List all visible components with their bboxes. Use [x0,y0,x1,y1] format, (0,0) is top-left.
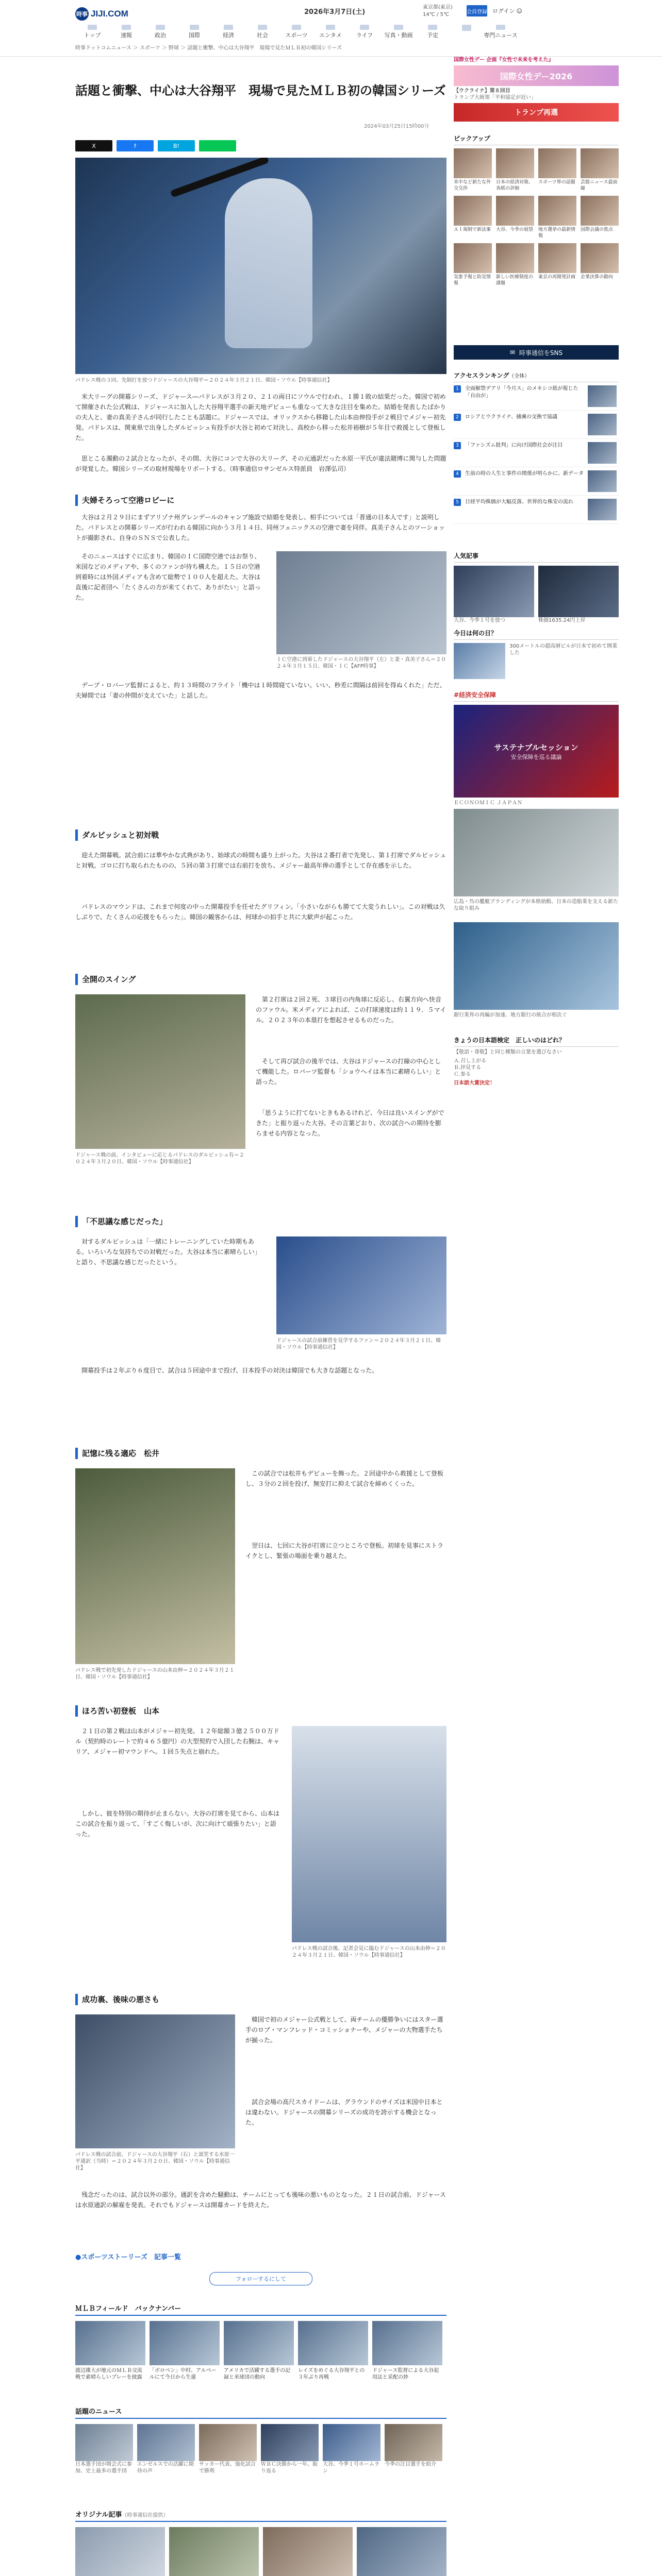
share-icon: ✉ [509,349,515,356]
original-row [75,2527,446,2576]
section4-para-2: 開幕投手は２年ぶり６度目で、試合は５回途中まで投げ、日本投手の対決は韓国でも大きな話題となった。 [75,1367,378,1374]
nav-item-blank[interactable] [450,25,484,39]
share-facebook-button[interactable]: f [117,140,154,151]
hero-caption: パドレス戦の３回、先制打を放つドジャースの大谷翔平＝２０２４年３月２１日、韓国・ソウル【時事通信社】 [75,378,333,383]
pickup-item[interactable]: 芸能ニュース最前線 [581,148,619,192]
login-button[interactable] [492,5,523,16]
topic-image [137,2424,195,2461]
pickup-image [538,196,576,226]
ranking-image [588,385,617,407]
site-logo[interactable] [75,6,137,22]
yamamoto-photo[interactable] [292,1726,446,1942]
pickup-image [496,243,534,273]
nav-item-society[interactable]: 社会 [245,25,279,39]
womens-day-banner: 国際女性デー2026 [454,65,619,86]
quiz-option-a[interactable]: Ａ.召し上がる [454,1058,487,1064]
ranking-item[interactable]: 4 生前の時の人生と事件の関係が明らかに、新データ [454,467,619,496]
site-header [0,0,662,57]
weather-location: 東京都(東京) [423,5,453,10]
ranking-item[interactable]: 1 全面解禁デアリ「今月ス」のメキシコ紙が報じた「自由が」 [454,382,619,411]
popular-item[interactable]: 株価1635.24円上昇 [538,566,619,624]
nav-item-pro[interactable]: 専門ニュース [484,25,518,39]
ranking-item[interactable]: 2 ロシアとウクライナ、捕虜の交換で協議 [454,411,619,439]
popular-title: 人気記事 [454,551,619,563]
nav-top-icon [88,25,97,30]
mlb-item-image [298,2321,368,2365]
econ-security-box[interactable]: #経済安全保障 サステナブルセッション 安全保障を巡る議論 ＥＣＯＮＯＭＩＣ ＪＡＰＡＮ [454,690,619,806]
matsui-photo[interactable] [75,1468,235,1664]
nav-intl-icon [190,25,199,30]
matsui-caption: パドレス戦で初先発したドジャースの山本由伸＝２０２４年３月２１日、韓国・ソウル【時事通信社】 [75,1668,235,1680]
topic-image [199,2424,257,2461]
popular-box [454,551,619,624]
airport-photo[interactable] [276,551,446,654]
mlb-item-image [224,2321,294,2365]
pickup-image [581,196,619,226]
login-label: ログイン [492,8,515,14]
section3-para-1: 第２打席は２回２死、３球目の内角球に反応し、右翼方向へ快音のファウル。米メディアによれば、この打球速度は約１１９．５マイル。２０２３年の本塁打を想起させるものだった。 [256,996,446,1024]
section6-para-2: しかし、彼を特別の期待が止まらない。大谷の打席を見てから、山本はこの試合を振り返って、「すごく悔しいが、次に向けて頑張りたい」と語った。 [75,1810,280,1838]
logo-mark-icon: 時事 [75,7,89,21]
mlb-item-image [75,2321,145,2365]
topic-image [261,2424,319,2461]
today-box[interactable]: 今日は何の日？ 300メートルの超高層ビルが日本で初めて開業した [454,629,619,679]
share-line-button[interactable] [199,140,236,151]
mlb-item[interactable]: 「ボロベン」中村、アルベールにて今日から生還 [150,2321,220,2381]
intro-para-2: 思とこる濁動の２試合となったが、その間、大谷にコンで大谷の大リーグ、その元通訳だった水原一平氏が違法賭博に関与した問題が発覚した。韓国シリーズの取材現場をリポートする。（時事通信ロサンゼルス特派員 岩澤弘司） [75,455,446,472]
nav-schedule-icon [428,25,437,30]
logo-text: JIJI.COM [91,9,128,19]
original-section-title: オリジナル記事（時事通信社提供） [75,2509,446,2522]
nav-item-schedule[interactable]: 予定 [416,25,450,39]
pickup-image [496,196,534,226]
mlb-item[interactable]: レイズをめぐる大谷翔平との３年ぶり再戦 [298,2321,368,2381]
topic-image [385,2424,442,2461]
mlb-item[interactable]: アメリカで活躍する選手の記録と米球団の動向 [224,2321,294,2381]
topic-section-title: 話題のニュース [75,2406,446,2419]
section3-para-2: そして再び試合の後半では、大谷はドジャースの打線の中心として機能した。ロバーツ監督も「ショウヘイは本当に素晴らしい」と語った。 [256,1058,441,1086]
pickup-item[interactable]: 地方選挙の最新情報 [538,196,576,239]
topic-item[interactable]: 今季の注目選手を紹介 [385,2424,442,2475]
pickup-image [496,148,534,178]
mlb-item[interactable]: ドジャース監督による大谷起用法と采配の妙 [372,2321,442,2381]
pickup-item[interactable]: 新しい医療制度の課題 [496,243,534,286]
topic-image [75,2424,133,2461]
ranking-item[interactable]: 3 「ファシズム批判」に向け国際社会が注目 [454,439,619,467]
intro-para-1: 米大リーグの開幕シリーズ、ドジャース―パドレスが３月２０、２１の両日にソウルで行われ、１勝１敗の結果だった。韓国で初めて開催された公式戦は、ドジャースに加入した大谷翔平選手の新天地デビューも重なって大きな注目を集めた。結婚を発表したばかりの夫人と、妻の真美子さんが同行したことも話題に。ドジャースでは、オリックスから移籍した山本由伸投手が２戦目でメジャー初先発。パドレスは、関東県で出身したダルビッシュ有投手が大谷と初めて対決し、高校から移った松井裕樹が５年目で救援として登板した。 [75,393,446,442]
nav-sports-icon [292,25,301,30]
fans-photo[interactable] [276,1236,446,1334]
weather-widget[interactable] [423,4,453,19]
section-heading-7: 成功裏、後味の悪さも [75,1994,446,2005]
nav-item-life[interactable]: ライフ [347,25,382,39]
nav-item-entertainment[interactable]: エンタメ [313,25,347,39]
nav-life-icon [360,25,369,30]
womens-day-ad[interactable]: 国際女性デー 企画『女性で未来を考えた』 国際女性デー2026 [454,57,619,86]
quiz-title: きょうの日本語検定 正しいのはどれ？ [454,1036,619,1047]
quiz-option-b[interactable]: Ｂ.拝見する [454,1065,482,1071]
pickup-box [454,134,619,286]
pickup-item[interactable]: 東京の再開発計画 [538,243,576,286]
fans-caption: ドジャースの試合前練習を見学するファン＝２０２４年３月２１日、韓国・ソウル【時事通信社】 [276,1338,441,1350]
nav-breaking-icon [122,25,131,30]
section7-para-2: 試合会場の高尺スカイドームは、グラウンドのサイズは米国中日本とは違わない。ドジャースの開幕シリーズの成功を誇示する機会となった。 [245,2098,443,2126]
pickup-item[interactable]: ＡＩ規制で新法案 [454,196,492,239]
player-figure [225,178,312,348]
pickup-title: ピックアップ [454,134,619,145]
topic-item[interactable]: ＷＢＣ決勝から一年、振り返る [261,2424,319,2475]
topic-image [323,2424,380,2461]
share-buttons [75,140,236,151]
popular-item[interactable]: 大谷、今季１号を放つ [454,566,534,624]
quiz-box: きょうの日本語検定 正しいのはどれ？ 【敬語・尊敬】と同じ種類の言葉を選びなさい Ａ.召し上がる Ｂ.拝見する Ｃ.参る 日本語大賞決定！ [454,1036,619,1087]
section4-para-1: 対するダルビッシュは「一緒にトレーニングしていた時期もある。いろいろな気持ちでの対戦だった。大谷は本当に素晴らしい」と語り、不思議な感じだったという。 [75,1238,261,1266]
mizuhara-caption: パドレス戦の試合前、ドジャースの大谷翔平（右）と談笑する水原一平通訳（当時）＝２０２４年３月２０日、韓国・ソウル【時事通信社】 [75,2152,235,2171]
popular-image [454,566,534,617]
nav-item-breaking[interactable]: 速報 [109,25,143,39]
mlb-item-image [150,2321,220,2365]
publish-date: 2024年03月25日15時00分 [364,124,429,129]
nav-society-icon [258,25,267,30]
ukraine-ad[interactable]: 【ウクライナ】第８回目 トランプ大統領「平和協定が近い」 トランプ再選 [454,88,619,122]
section7-para-3: 残念だったのは、試合以外の部分。通訳を含めた騒動は、チームにとっても後味の悪いものとなった。２１日の試合前、ドジャースは水原通訳の解雇を発表。それでもドジャースは開幕カードを終えた。 [75,2191,446,2209]
section-heading-6: ほろ苦い初登板 山本 [75,1705,446,1717]
follow-button[interactable]: フォローするにして [209,2272,312,2285]
nav-photo-icon [394,25,403,30]
section6-para-1: ２１日の第２戦は山本がメジャー初先発。１２年総額３億２５００万ドル（契約時のレートで約４６５億円）の大型契約で入団した右腕は、キャリア、メジャー初マウンドへ。１回５失点と崩れた。 [75,1727,280,1755]
nav-item-sports[interactable]: スポーツ [279,25,313,39]
topic-grid [75,2424,442,2475]
airport-caption: ＩＣ空港に到着したドジャースの大谷翔平（左）と妻・真美子さん＝２０２４年３月１５日、韓国・ＩＣ【AFP時事】 [276,657,446,669]
pickup-image [538,243,576,273]
pickup-item[interactable]: 気象予報と防災情報 [454,243,492,286]
section2-para-1: 迎えた開幕戦。試合前には華やかな式典があり、始球式の時間も盛り上がった。大谷は２番打者で先発し、第１打席でダルビッシュと対戦。ゴロに打ち取られたものの、５回の第３打席では右前打を放ち、メジャー最高年俸の選手として存在感を示した。 [75,852,446,869]
quiz-link[interactable]: 日本語大賞決定！ [454,1080,495,1086]
current-date: 2026年3月7日(土) [304,8,366,16]
related-link[interactable]: ●スポーツストーリーズ 記事一覧 [75,2253,181,2261]
breadcrumb[interactable]: 時事ドットコムニュース ＞ スポーツ ＞ 野球 ＞ 話題と衝撃、中心は大谷翔平 現場で見たＭＬＢ初の韓国シリーズ [75,45,342,51]
nav-item-politics[interactable]: 政治 [143,25,177,39]
topic-item[interactable]: 日本選手団が開会式に参加、史上最多の選手団 [75,2424,133,2475]
topic-item[interactable]: 大谷、今季１号ホームラン [323,2424,380,2475]
nav-more-icon [462,25,471,31]
section-heading-1: 夫婦そろって空港ロビーに [75,495,446,506]
nav-economy-icon [224,25,233,30]
side-photo-2[interactable]: 銀行業界の再編が加速、地方銀行の統合が相次ぐ [454,922,619,1019]
ranking-image [588,442,617,464]
side-photo-1-image [454,809,619,896]
weather-temp: 14℃ / 5℃ [423,12,450,18]
mlb-section-title: ＭＬＢフィールド バックナンバー [75,2303,446,2316]
pickup-item[interactable]: スポーツ界の話題 [538,148,576,192]
topic-item[interactable]: サッカー代表、強化試合で勝利 [199,2424,257,2475]
mlb-thumb-row [75,2321,442,2381]
pickup-item[interactable]: 大谷、今季の展望 [496,196,534,239]
pickup-image [454,148,492,178]
econ-title: #経済安全保障 [454,690,619,702]
ranking-image [588,499,617,520]
section3-para-3: 「思うように打てないときもあるけれど、今日は良いスイングができた」と振り返った大谷。その言葉どおり、次の試合への期待を膨らませる内容となった。 [256,1109,444,1137]
section-heading-2: ダルビッシュと初対戦 [75,829,446,841]
ranking-image [588,470,617,492]
darvish-caption: ドジャース戦の前、インタビューに応じるパドレスのダルビッシュ有＝２０２４年３月２０日、韓国・ソウル【時事通信社】 [75,1153,244,1165]
nav-politics-icon [156,25,165,30]
nav-item-intl[interactable]: 国際 [177,25,211,39]
section1-para-3: デーブ・ロバーツ監督によると、約１３時間のフライト「機中は１時間寝ていない。いい、秒差に間隔は前回を得ぬくれた」ただ、夫婦間では「妻の仲間が支えていた」と話した。 [75,682,446,699]
quiz-option-c[interactable]: Ｃ.参る [454,1072,471,1077]
pickup-image [581,243,619,273]
darvish-photo[interactable] [75,994,245,1149]
ranking-item[interactable]: 5 日経平均株価が大幅反落、世界的な株安の流れ [454,496,619,524]
section-heading-5: 記憶に残る適応 松井 [75,1448,446,1459]
nav-pro-icon [496,25,505,30]
ranking-image [588,414,617,435]
pickup-item[interactable]: 国際会議の焦点 [581,196,619,239]
main-nav [75,25,591,39]
section-heading-3: 全開のスイング [75,974,446,985]
yamamoto-caption: パドレス戦の試合後、記者会見に臨むドジャースの山本由伸＝２０２４年３月２１日、韓国・ソウル【時事通信社】 [292,1946,446,1958]
trump-banner: トランプ再選 [454,103,619,122]
mlb-item-image [372,2321,442,2365]
pickup-image [454,243,492,273]
nav-ent-icon [326,25,335,30]
pickup-image [538,148,576,178]
pickup-image [581,148,619,178]
pickup-grid [454,148,619,286]
nav-item-economy[interactable]: 経済 [211,25,245,39]
hero-photo[interactable] [75,158,446,374]
side-photo-1[interactable]: 広島・呉の艦艇ブランディングが本格始動、日本の造船業を支える新たな取り組み [454,809,619,912]
section5-para-2: 翌日は、七回に大谷が打席に立つところで登板。初球を見事にストライクとし、緊張の場面を乗り越えた。 [245,1542,443,1560]
section7-para-1: 韓国で初のメジャー公式戦として、両チームの優勝争いにはスター選手のロブ・マンフレッド・コミッショナーや、メジャーの大物選手たちが揃った。 [245,2016,443,2044]
sns-button[interactable]: ✉ 時事通信をSNS [454,345,619,360]
topic-item[interactable]: エンゼルスでの活躍に期待の声 [137,2424,195,2475]
today-image [454,643,505,679]
article-title: 話題と衝撃、中心は大谷翔平 現場で見たＭＬＢ初の韓国シリーズ [75,83,446,98]
nav-item-photo[interactable]: 写真・動画 [382,25,416,39]
original-item[interactable] [263,2527,353,2576]
pickup-item[interactable]: 日本の経済対策、各紙の評価 [496,148,534,192]
ranking-box [454,371,619,524]
share-x-button[interactable]: X [75,140,112,151]
side-photo-2-image [454,922,619,1010]
register-button[interactable]: 会員登録 [467,5,487,16]
mlb-item[interactable]: 渡辺雄大が地元のＭＬＢ交流戦で素晴らしいプレーを披露 [75,2321,145,2381]
original-item[interactable] [75,2527,165,2576]
mizuhara-photo[interactable] [75,2014,235,2148]
pickup-item[interactable]: 企業決算の動向 [581,243,619,286]
nav-item-top[interactable]: トップ [75,25,109,39]
original-item[interactable] [357,2527,446,2576]
ranking-title: アクセスランキング（全体） [454,371,619,382]
share-hatena-button[interactable]: B! [158,140,195,151]
user-icon: ☺ [516,7,522,14]
section2-para-2: パドレスのマウンドは、これまで何度の中った開幕投手を任せたグリフィン。「小さいながらも勝てて大変うれしい」。この対戦は久しぶりで、たくさんの応援をもらった」。韓国の観客からは、何球かの拍手と共に大歓声が起こった。 [75,903,445,921]
original-item[interactable] [169,2527,259,2576]
pickup-item[interactable]: 米中など新たな外交交渉 [454,148,492,192]
ranking-list [454,382,619,524]
econ-banner: サステナブルセッション 安全保障を巡る議論 [454,705,619,798]
popular-image [538,566,619,617]
section5-para-1: この試合では松井もデビューを飾った。２回途中から救援として登板し、３分の２回を投げ、無安打に抑えて試合を締めくくった。 [245,1470,444,1487]
section-heading-4: 「不思議な感じだった」 [75,1216,446,1227]
pickup-image [454,196,492,226]
today-title: 今日は何の日？ [454,629,619,640]
section1-para-1: 大谷は２月２９日にまずアリゾナ州グレンデールのキャンプ施設で結婚を発表し、相手については「普通の日本人です」と説明した。パドレスとの開幕シリーズが行われる韓国に向かう３月１４日、同州フェニックスの空港で妻を同伴。真美子さんとのツーショットが撮影され、自身のＳＮＳで公表した。 [75,514,445,541]
section1-para-2: そのニュースはすぐに広まり、韓国のＩＣ国際空港ではお祭り、米国などのメディアや、多くのファンが待ち構えた。１５日の空港到着時には外国メディアも含めて総勢で１００人を超えた。大谷は直後に記者団へ「たくさんの方が来てくれて、ありがたい」と語った。 [75,553,261,601]
